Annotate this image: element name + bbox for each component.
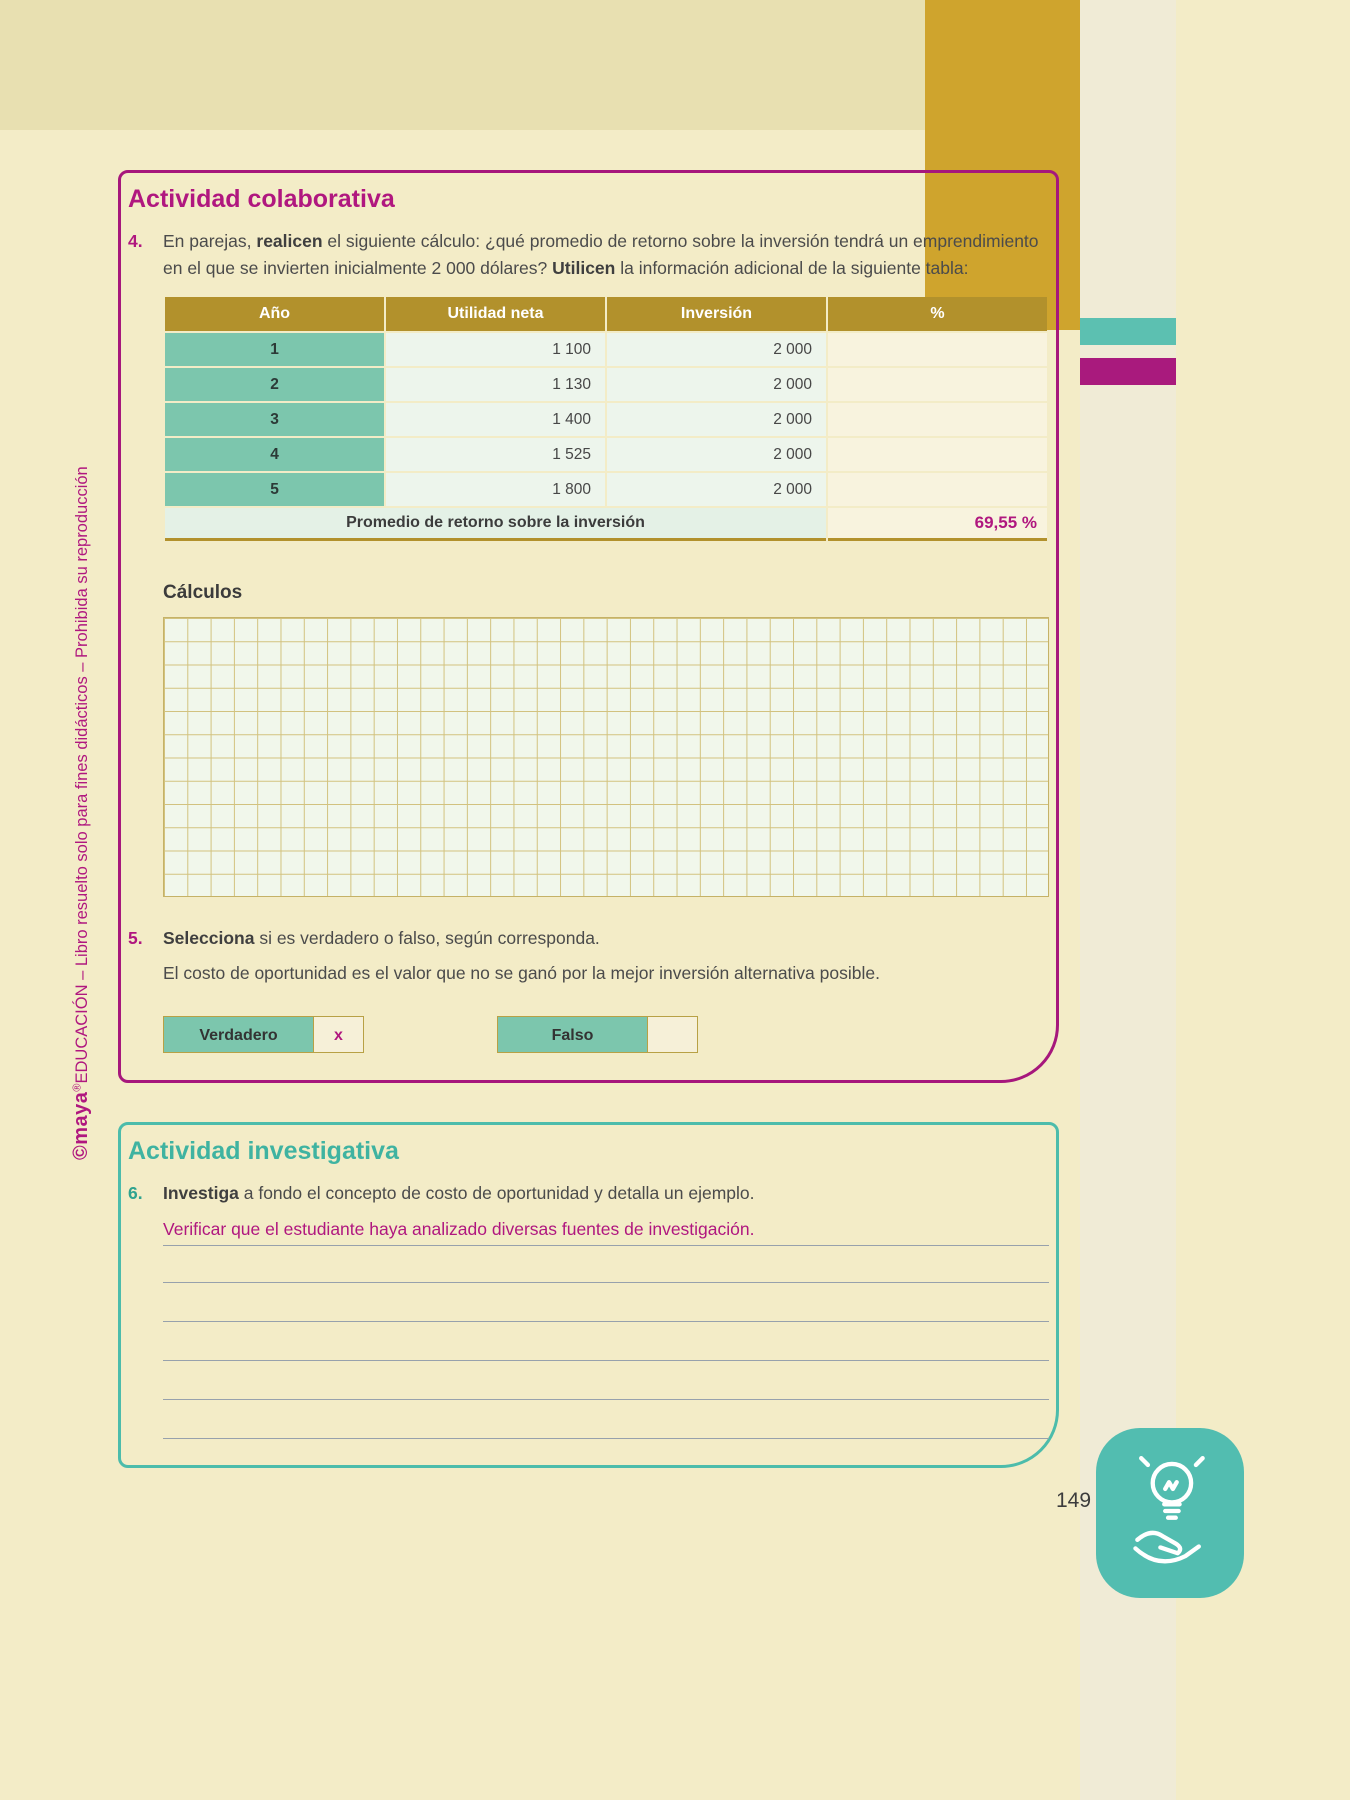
table-row bbox=[165, 473, 1047, 506]
percent-cell[interactable] bbox=[828, 368, 1047, 401]
top-band bbox=[0, 0, 928, 130]
percent-cell[interactable] bbox=[828, 438, 1047, 471]
year-cell: 3 bbox=[165, 403, 384, 436]
collaborative-activity-box bbox=[118, 170, 1059, 1083]
true-answer-box[interactable]: x bbox=[313, 1016, 364, 1053]
exercise-4-bold1: realicen bbox=[256, 231, 323, 251]
net-cell: 1 800 bbox=[386, 473, 605, 506]
invest-cell: 2 000 bbox=[607, 438, 826, 471]
exercise-4-bold2: Utilicen bbox=[552, 258, 616, 279]
exercise-4-seg2: el siguiente cálculo: ¿qué promedio de retorno sobre la inversión tendrá un emprendimiento en el que se invierten inicialmente 2 000 dólares? bbox=[163, 231, 1039, 279]
table-row bbox=[165, 333, 1047, 366]
exercise-5 bbox=[128, 925, 1058, 952]
exercise-5-text bbox=[163, 925, 1058, 952]
false-option-label[interactable]: Falso bbox=[497, 1016, 647, 1053]
year-cell: 4 bbox=[165, 438, 384, 471]
tf-spacer bbox=[364, 1016, 497, 1053]
invest-cell: 2 000 bbox=[607, 333, 826, 366]
average-return-label: Promedio de retorno sobre la inversión bbox=[165, 508, 826, 541]
vertical-copyright bbox=[70, 400, 93, 1160]
header-net-profit: Utilidad neta bbox=[386, 297, 605, 331]
exercise-6-number: 6. bbox=[128, 1183, 143, 1203]
true-option-label[interactable]: Verdadero bbox=[163, 1016, 313, 1053]
exercise-6-bold: Investiga bbox=[163, 1183, 239, 1203]
header-percent: % bbox=[828, 297, 1047, 331]
percent-cell[interactable] bbox=[828, 473, 1047, 506]
calculations-label: Cálculos bbox=[163, 582, 243, 603]
year-cell: 2 bbox=[165, 368, 384, 401]
invest-cell: 2 000 bbox=[607, 473, 826, 506]
calculation-grid-paper[interactable] bbox=[163, 617, 1049, 897]
exercise-4-seg1: En parejas, bbox=[163, 231, 257, 251]
investment-table bbox=[163, 295, 1049, 543]
net-cell: 1 100 bbox=[386, 333, 605, 366]
answer-line[interactable] bbox=[163, 1438, 1049, 1439]
exercise-6-rest: a fondo el concepto de costo de oportunidad y detalla un ejemplo. bbox=[238, 1183, 755, 1203]
table-row bbox=[165, 368, 1047, 401]
table-row bbox=[165, 403, 1047, 436]
year-cell: 5 bbox=[165, 473, 384, 506]
answer-line[interactable] bbox=[163, 1399, 1049, 1400]
table-footer-row bbox=[165, 508, 1047, 541]
table-row bbox=[165, 438, 1047, 471]
collaborative-activity-title: Actividad colaborativa bbox=[128, 185, 395, 213]
net-cell: 1 130 bbox=[386, 368, 605, 401]
exercise-5-bold: Selecciona bbox=[163, 928, 255, 948]
exercise-5-rest: si es verdadero o falso, según corresponda. bbox=[254, 928, 600, 948]
publisher-name: EDUCACIÓN bbox=[73, 984, 91, 1084]
net-cell: 1 400 bbox=[386, 403, 605, 436]
true-false-selector bbox=[163, 1016, 698, 1053]
exercise-5-number: 5. bbox=[128, 928, 143, 948]
opportunity-cost-statement: El costo de oportunidad es el valor que no se ganó por la mejor inversión alternativa posible. bbox=[163, 963, 880, 983]
exercise-4-text bbox=[163, 228, 1058, 282]
idea-corner-badge bbox=[1096, 1428, 1244, 1598]
teal-accent-bar bbox=[1080, 318, 1176, 345]
hand-lightbulb-icon bbox=[1122, 1448, 1218, 1579]
exercise-6 bbox=[128, 1180, 1058, 1207]
invest-cell: 2 000 bbox=[607, 368, 826, 401]
copyright-text: – Libro resuelto solo para fines didácticos – Prohibida su reproducción bbox=[73, 466, 91, 985]
net-cell: 1 525 bbox=[386, 438, 605, 471]
average-return-value: 69,55 % bbox=[828, 508, 1047, 541]
page-number: 149 bbox=[1056, 1489, 1092, 1512]
header-year: Año bbox=[165, 297, 384, 331]
false-answer-box[interactable] bbox=[647, 1016, 698, 1053]
percent-cell[interactable] bbox=[828, 333, 1047, 366]
invest-cell: 2 000 bbox=[607, 403, 826, 436]
year-cell: 1 bbox=[165, 333, 384, 366]
header-investment: Inversión bbox=[607, 297, 826, 331]
investigative-activity-box bbox=[118, 1122, 1059, 1468]
answer-line[interactable] bbox=[163, 1360, 1049, 1361]
magenta-accent-bar bbox=[1080, 358, 1176, 385]
exercise-4-seg3: la información adicional de la siguiente tabla: bbox=[615, 258, 969, 279]
table-header-row bbox=[165, 297, 1047, 331]
investigative-activity-title: Actividad investigativa bbox=[128, 1137, 399, 1165]
publisher-logo: ©maya bbox=[70, 1091, 92, 1160]
exercise-4 bbox=[128, 228, 1058, 282]
exercise-4-number: 4. bbox=[128, 231, 143, 251]
percent-cell[interactable] bbox=[828, 403, 1047, 436]
answer-line[interactable] bbox=[163, 1321, 1049, 1322]
teacher-answer-note: Verificar que el estudiante haya analizado diversas fuentes de investigación. bbox=[163, 1219, 1049, 1246]
exercise-6-text bbox=[163, 1180, 1058, 1207]
answer-line[interactable] bbox=[163, 1282, 1049, 1283]
registered-mark: ® bbox=[71, 1083, 84, 1092]
